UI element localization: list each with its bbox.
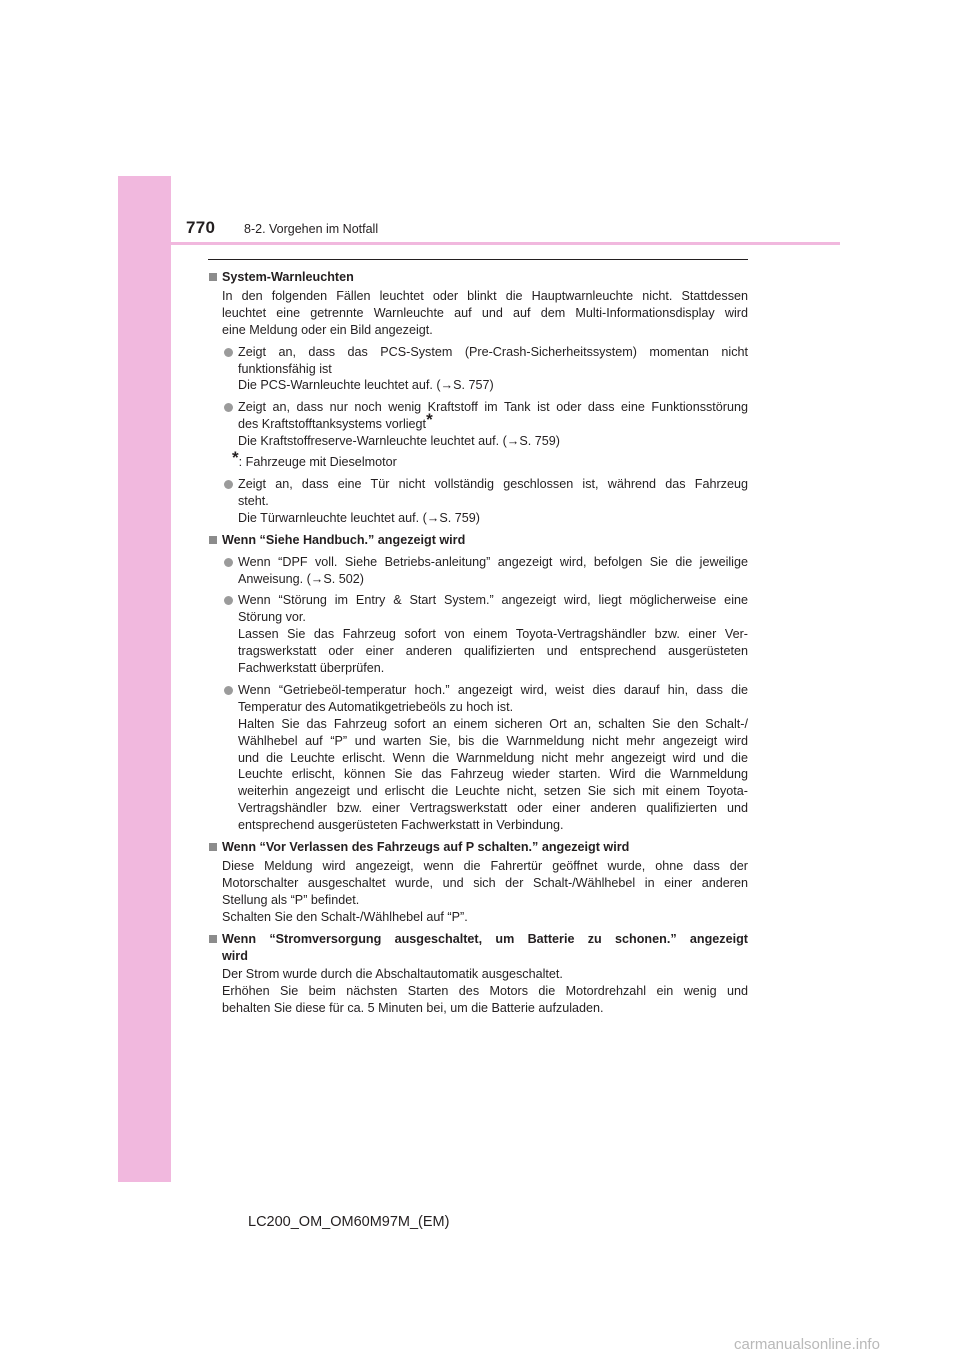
content-rule [208,259,748,260]
watermark: carmanualsonline.info [734,1336,880,1353]
round-bullet-icon [224,403,233,412]
section-intro: Diese Meldung wird angezeigt, wenn die Fahrertür geöffnet wurde, ohne dass der Motorschalter ausgeschaltet wurde, und sich der Schalt-/Wählhebel in einer anderen Stellung als “P” befindet. Schalten Sie den Schalt-/Wählhebel auf “P”. [222,859,748,924]
footnote-marker: * [426,410,433,430]
header-rule [118,242,840,245]
list-item: Wenn “DPF voll. Siehe Betriebs-anleitung” angezeigt wird, befolgen Sie die jeweilige Anweisung. (→S. 502) [208,554,748,588]
footer-code: LC200_OM_OM60M97M_(EM) [248,1214,450,1230]
list-item: Wenn “Störung im Entry & Start System.” angezeigt wird, liegt möglicherweise eine Störung vor. Lassen Sie das Fahrzeug sofort von einem Toyota-Vertragshändler bzw. einer Ver- tragswerkstatt oder einer anderen qualifizierten und entsprechend ausgerüsteten Fachwerkstatt überprüfen. [208,592,748,677]
list-item: Zeigt an, dass das PCS-System (Pre-Crash-Sicherheitssystem) momentan nicht funktionsfähig ist Die PCS-Warnleuchte leuchtet auf. (→S. 757) [208,344,748,395]
section-intro: In den folgenden Fällen leuchtet oder blinkt die Hauptwarnleuchte nicht. Stattdessen leuchtet eine getrennte Warnleuchte auf und auf dem Multi-Informationsdisplay wird eine Meldung oder ein Bild angezeigt. [222,288,748,337]
section-title: System-Warnleuchten [208,269,748,286]
round-bullet-icon [224,348,233,357]
content [208,269,748,1017]
square-bullet-icon [209,273,217,281]
section-intro: Der Strom wurde durch die Abschaltautomatik ausgeschaltet. Erhöhen Sie beim nächsten Starten des Motors die Motordrehzahl ein wenig und behalten Sie diese für ca. 5 Minuten bei, um die Batterie aufzuladen. [222,967,748,1016]
round-bullet-icon [224,480,233,489]
round-bullet-icon [224,596,233,605]
footnote: *: Fahrzeuge mit Dieselmotor [232,448,397,470]
list-item: Zeigt an, dass eine Tür nicht vollständig geschlossen ist, während das Fahrzeug steht. Die Türwarnleuchte leuchtet auf. (→S. 759) [208,476,748,527]
square-bullet-icon [209,843,217,851]
square-bullet-icon [209,935,217,943]
square-bullet-icon [209,536,217,544]
side-band [118,176,171,1182]
section-title: Wenn “Vor Verlassen des Fahrzeugs auf P schalten.” angezeigt wird [208,839,748,856]
round-bullet-icon [224,686,233,695]
list-item: Zeigt an, dass nur noch wenig Kraftstoff im Tank ist oder dass eine Funktionsstörung des Kraftstofftanksystems vorliegt* Die Kraftstoffreserve-Warnleuchte leuchtet auf. (→S. 759) [208,399,748,450]
list-item: Wenn “Getriebeöl-temperatur hoch.” angezeigt wird, weist dies darauf hin, dass die Temperatur des Automatikgetriebeöls zu hoch ist. Halten Sie das Fahrzeug sofort an einem sicheren Ort an, schalten Sie den Schalt-/ Wählhebel auf “P” und warten Sie, bis die Warnmeldung nicht mehr angezeigt wird und die Leuchte erlischt. Wenn die Warnmeldung nicht mehr angezeigt wird und die Leuchte erlischt, können Sie das Fahrzeug wieder starten. Wird die Warnmeldung weiterhin angezeigt und erlischt die Leuchte nicht, setzen Sie sich mit einem Toyota- Vertragshändler bzw. einer Vertragswerkstatt oder einer anderen qualifizierten und entsprechend ausgerüsteten Fachwerkstatt in Verbindung. [208,682,748,834]
chapter-title: 8-2. Vorgehen im Notfall [244,222,379,236]
page-number: 770 [186,218,216,237]
section-title: Wenn “Siehe Handbuch.” angezeigt wird [208,532,748,549]
section-title: Wenn “Stromversorgung ausgeschaltet, um Batterie zu schonen.” angezeigt wird [208,931,748,965]
round-bullet-icon [224,558,233,567]
